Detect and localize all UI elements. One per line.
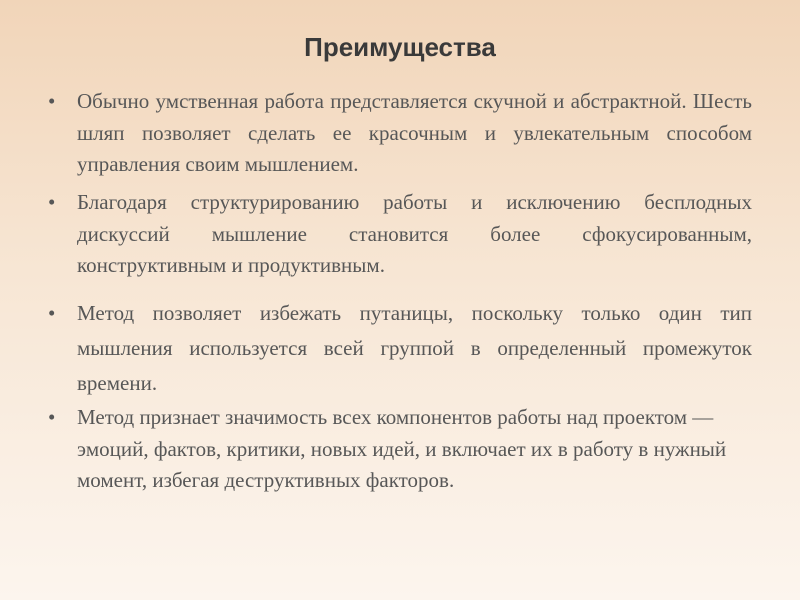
bullet-text: Обычно умственная работа представляется скучной и абстрактной. Шесть шляп позволяет сделать ее красочным и увлекательным способом управления своим мышлением. xyxy=(77,89,752,176)
bullet-dot: • xyxy=(48,301,56,325)
bullet-dot: • xyxy=(48,405,56,429)
bullet-item xyxy=(48,402,752,497)
slide-title: Преимущества xyxy=(304,32,496,62)
bullet-item xyxy=(48,86,752,181)
bullet-text: Метод позволяет избежать путаницы, поскольку только один тип мышления используется всей группой в определенный промежуток времени. xyxy=(77,301,752,395)
bullet-text: Благодаря структурированию работы и исключению бесплодных дискуссий мышление становится более сфокусированным, конструктивным и продуктивным. xyxy=(77,190,752,277)
bullet-dot: • xyxy=(48,89,56,113)
bullet-item xyxy=(48,187,752,282)
bullet-dot: • xyxy=(48,190,56,214)
bullet-text: Метод признает значимость всех компонентов работы над проектом — эмоций, фактов, критики, новых идей, и включает их в работу в нужный момент, избегая деструктивных факторов. xyxy=(77,405,727,492)
bullet-item xyxy=(48,296,752,401)
